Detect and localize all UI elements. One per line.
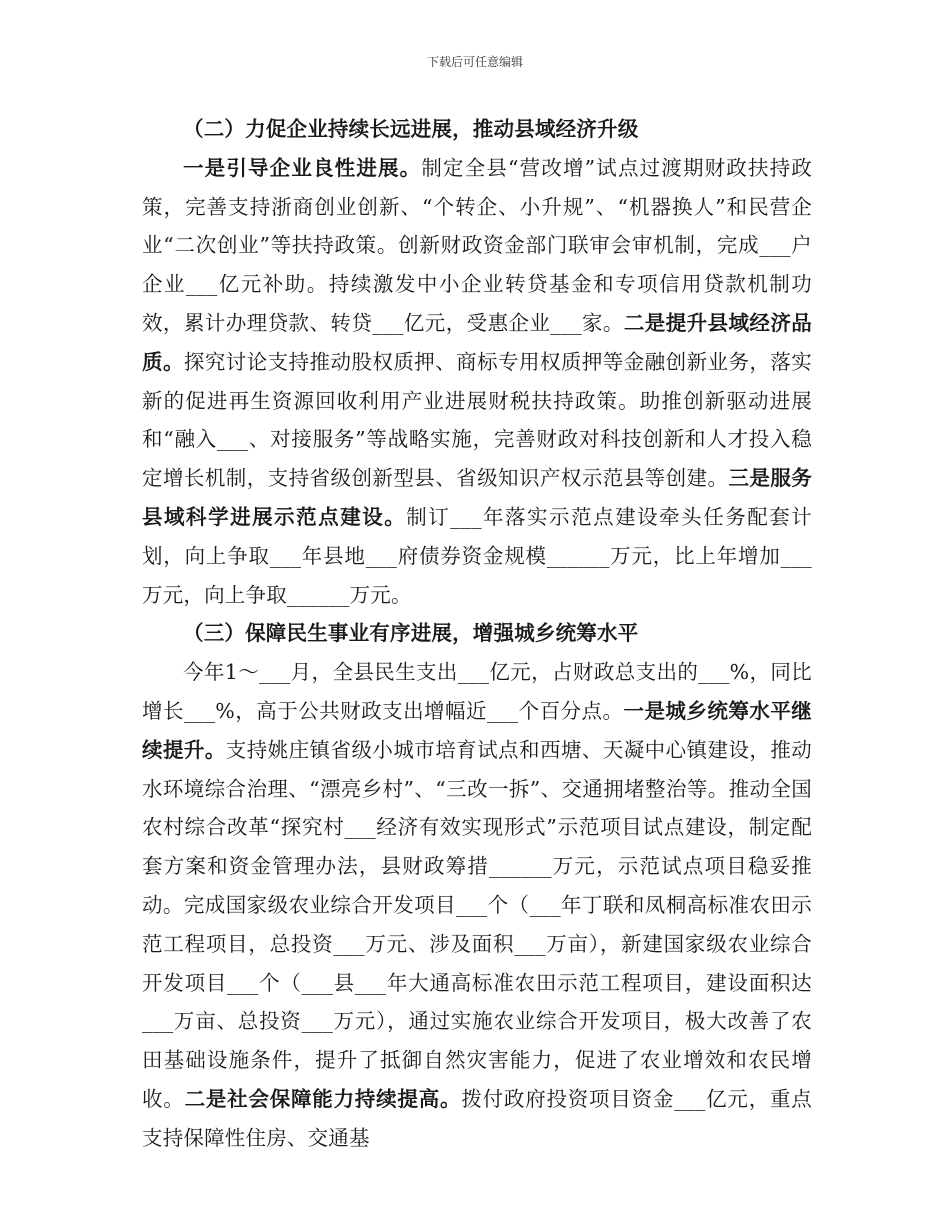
paragraph-text: 制订___年落实示范点建设牵头任务配套计划，向上争取___年县地___府债券资金规模______万元，比上年增加___万元，向上争取______万元。 — [142, 504, 812, 607]
bold-lead-2: 二是提升县域经济品质。 — [142, 310, 812, 374]
bold-lead-3: 三是服务县域科学进展示范点建设。 — [142, 466, 812, 529]
paragraph-enterprise-development — [142, 149, 812, 615]
paragraph-text: 探究讨论支持推动股权质押、商标专用权质押等金融创新业务，落实新的促进再生资源回收利用产业进展财税扶持政策。助推创新驱动进展和“融入___、对接服务”等战略实施，完善财政对科技创新和人才投入稳定增长机制，支持省级创新型县、省级知识产权示范县等创建。 — [142, 349, 812, 491]
section-heading-3: （三）保障民生事业有序进展，增强城乡统筹水平 — [183, 621, 639, 646]
paragraph-text: 支持姚庄镇省级小城市培育试点和西塘、天凝中心镇建设，推动水环境综合治理、“漂亮乡村”、“三改一拆”、交通拥堵整治等。推动全国农村综合改革“探究村___经济有效实现形式”示范项目试点建设，制定配套方案和资金管理办法，县财政筹措______万元，示范试点项目稳妥推动。完成国家级农业综合开发项目___个（___年丁联和凤桐高标准农田示范工程项目，总投资___万元、涉及面积___万亩），新建国家级农业综合开发项目___个（___县___年大通高标准农田示范工程项目，建设面积达___万亩、总投资___万元），通过实施农业综合开发项目，极大改善了农田基础设施条件，提升了抵御自然灾害能力，促进了农业增效和农民增收。 — [142, 737, 812, 1111]
paragraph-livelihood — [142, 653, 812, 1157]
paragraph-text: 制定全县“营改增”试点过渡期财政扶持政策，完善支持浙商创业创新、“个转企、小升规”、“机器换人”和民营企业“二次创业”等扶持政策。创新财政资金部门联审会审机制，完成___户企业___亿元补助。持续激发中小企业转贷基金和专项信用贷款机制功效，累计办理贷款、转贷___亿元，受惠企业___家。 — [142, 155, 813, 335]
document-body — [142, 110, 812, 1158]
section-heading-2: （二）力促企业持续长远进展，推动县域经济升级 — [183, 117, 639, 141]
bold-lead-1: 一是引导企业良性进展。 — [183, 155, 422, 180]
paragraph-text: 今年1～___月，全县民生支出___亿元，占财政总支出的___%，同比增长___%，高于公共财政支出增幅近___个百分点。 — [142, 660, 812, 723]
bold-lead-5: 二是社会保障能力持续提高。 — [184, 1086, 462, 1111]
bold-lead-4: 一是城乡统筹水平继续提升。 — [142, 698, 812, 762]
paragraph-text: 拨付政府投资项目资金___亿元，重点支持保障性住房、交通基 — [142, 1086, 812, 1150]
page-header: 下载后可任意编辑 — [426, 55, 523, 69]
